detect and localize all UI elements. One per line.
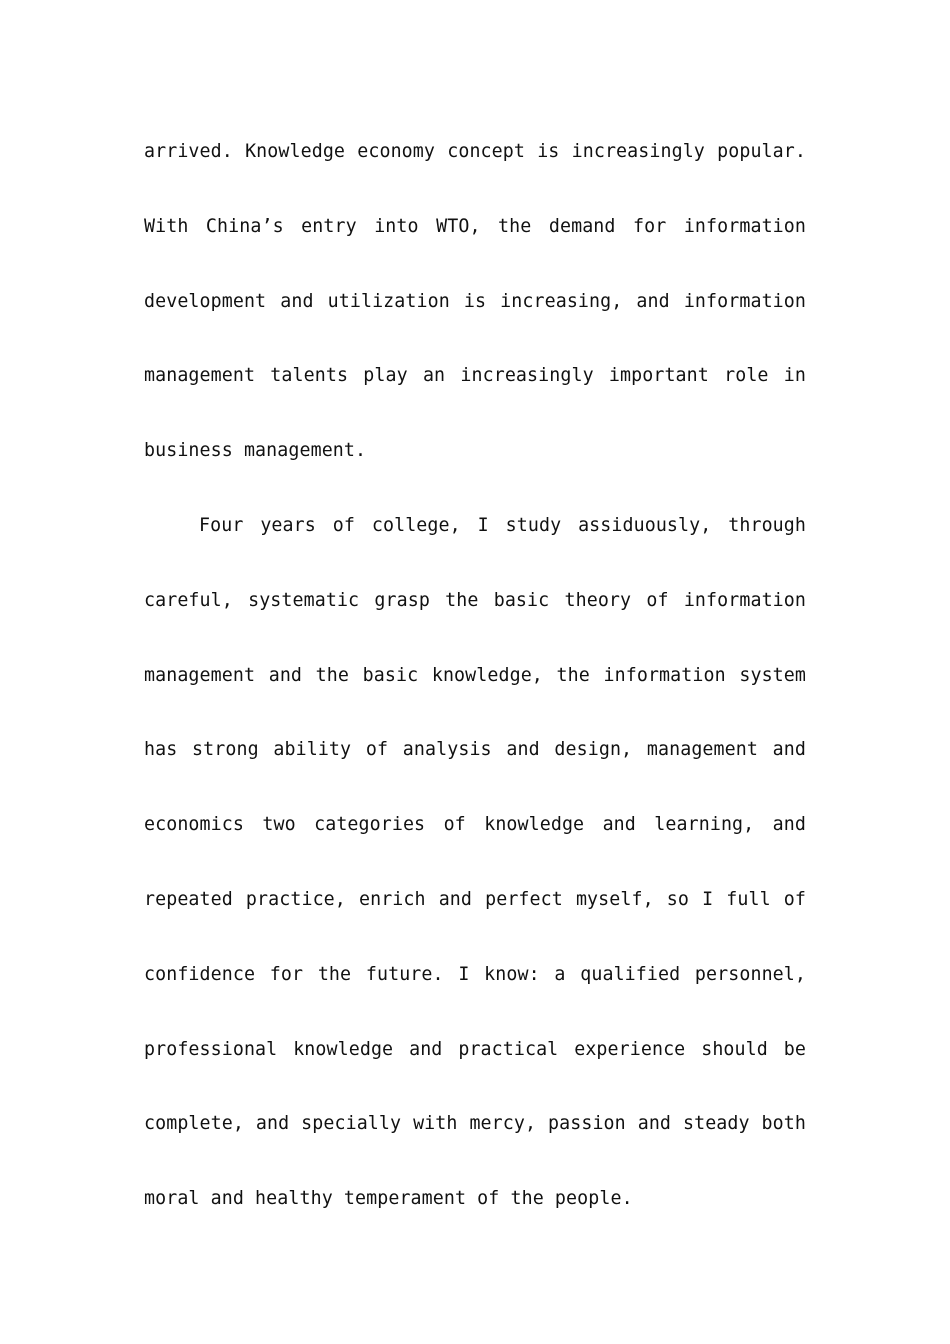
text-line: confidence for the future. I know: a qualified personnel, [144, 963, 806, 985]
document-body [144, 135, 806, 1257]
text-line: management and the basic knowledge, the information system [144, 664, 806, 686]
text-line: repeated practice, enrich and perfect myself, so I full of [144, 888, 806, 910]
text-line: management talents play an increasingly important role in [144, 365, 806, 387]
text-line: careful, systematic grasp the basic theory of information [144, 589, 806, 611]
text-line: complete, and specially with mercy, passion and steady both [144, 1113, 806, 1135]
paragraph-first-line: Four years of college, I study assiduously, through [199, 514, 806, 536]
text-line: economics two categories of knowledge and learning, and [144, 814, 806, 836]
text-line: professional knowledge and practical experience should be [144, 1038, 806, 1060]
text-line: business management. [144, 440, 367, 462]
text-line: moral and healthy temperament of the people. [144, 1188, 633, 1210]
text-line: has strong ability of analysis and design, management and [144, 739, 806, 761]
text-line: arrived. Knowledge economy concept is increasingly popular. [144, 141, 806, 162]
text-line: development and utilization is increasing, and information [144, 290, 806, 312]
text-line: With China’s entry into WTO, the demand for information [144, 215, 806, 237]
